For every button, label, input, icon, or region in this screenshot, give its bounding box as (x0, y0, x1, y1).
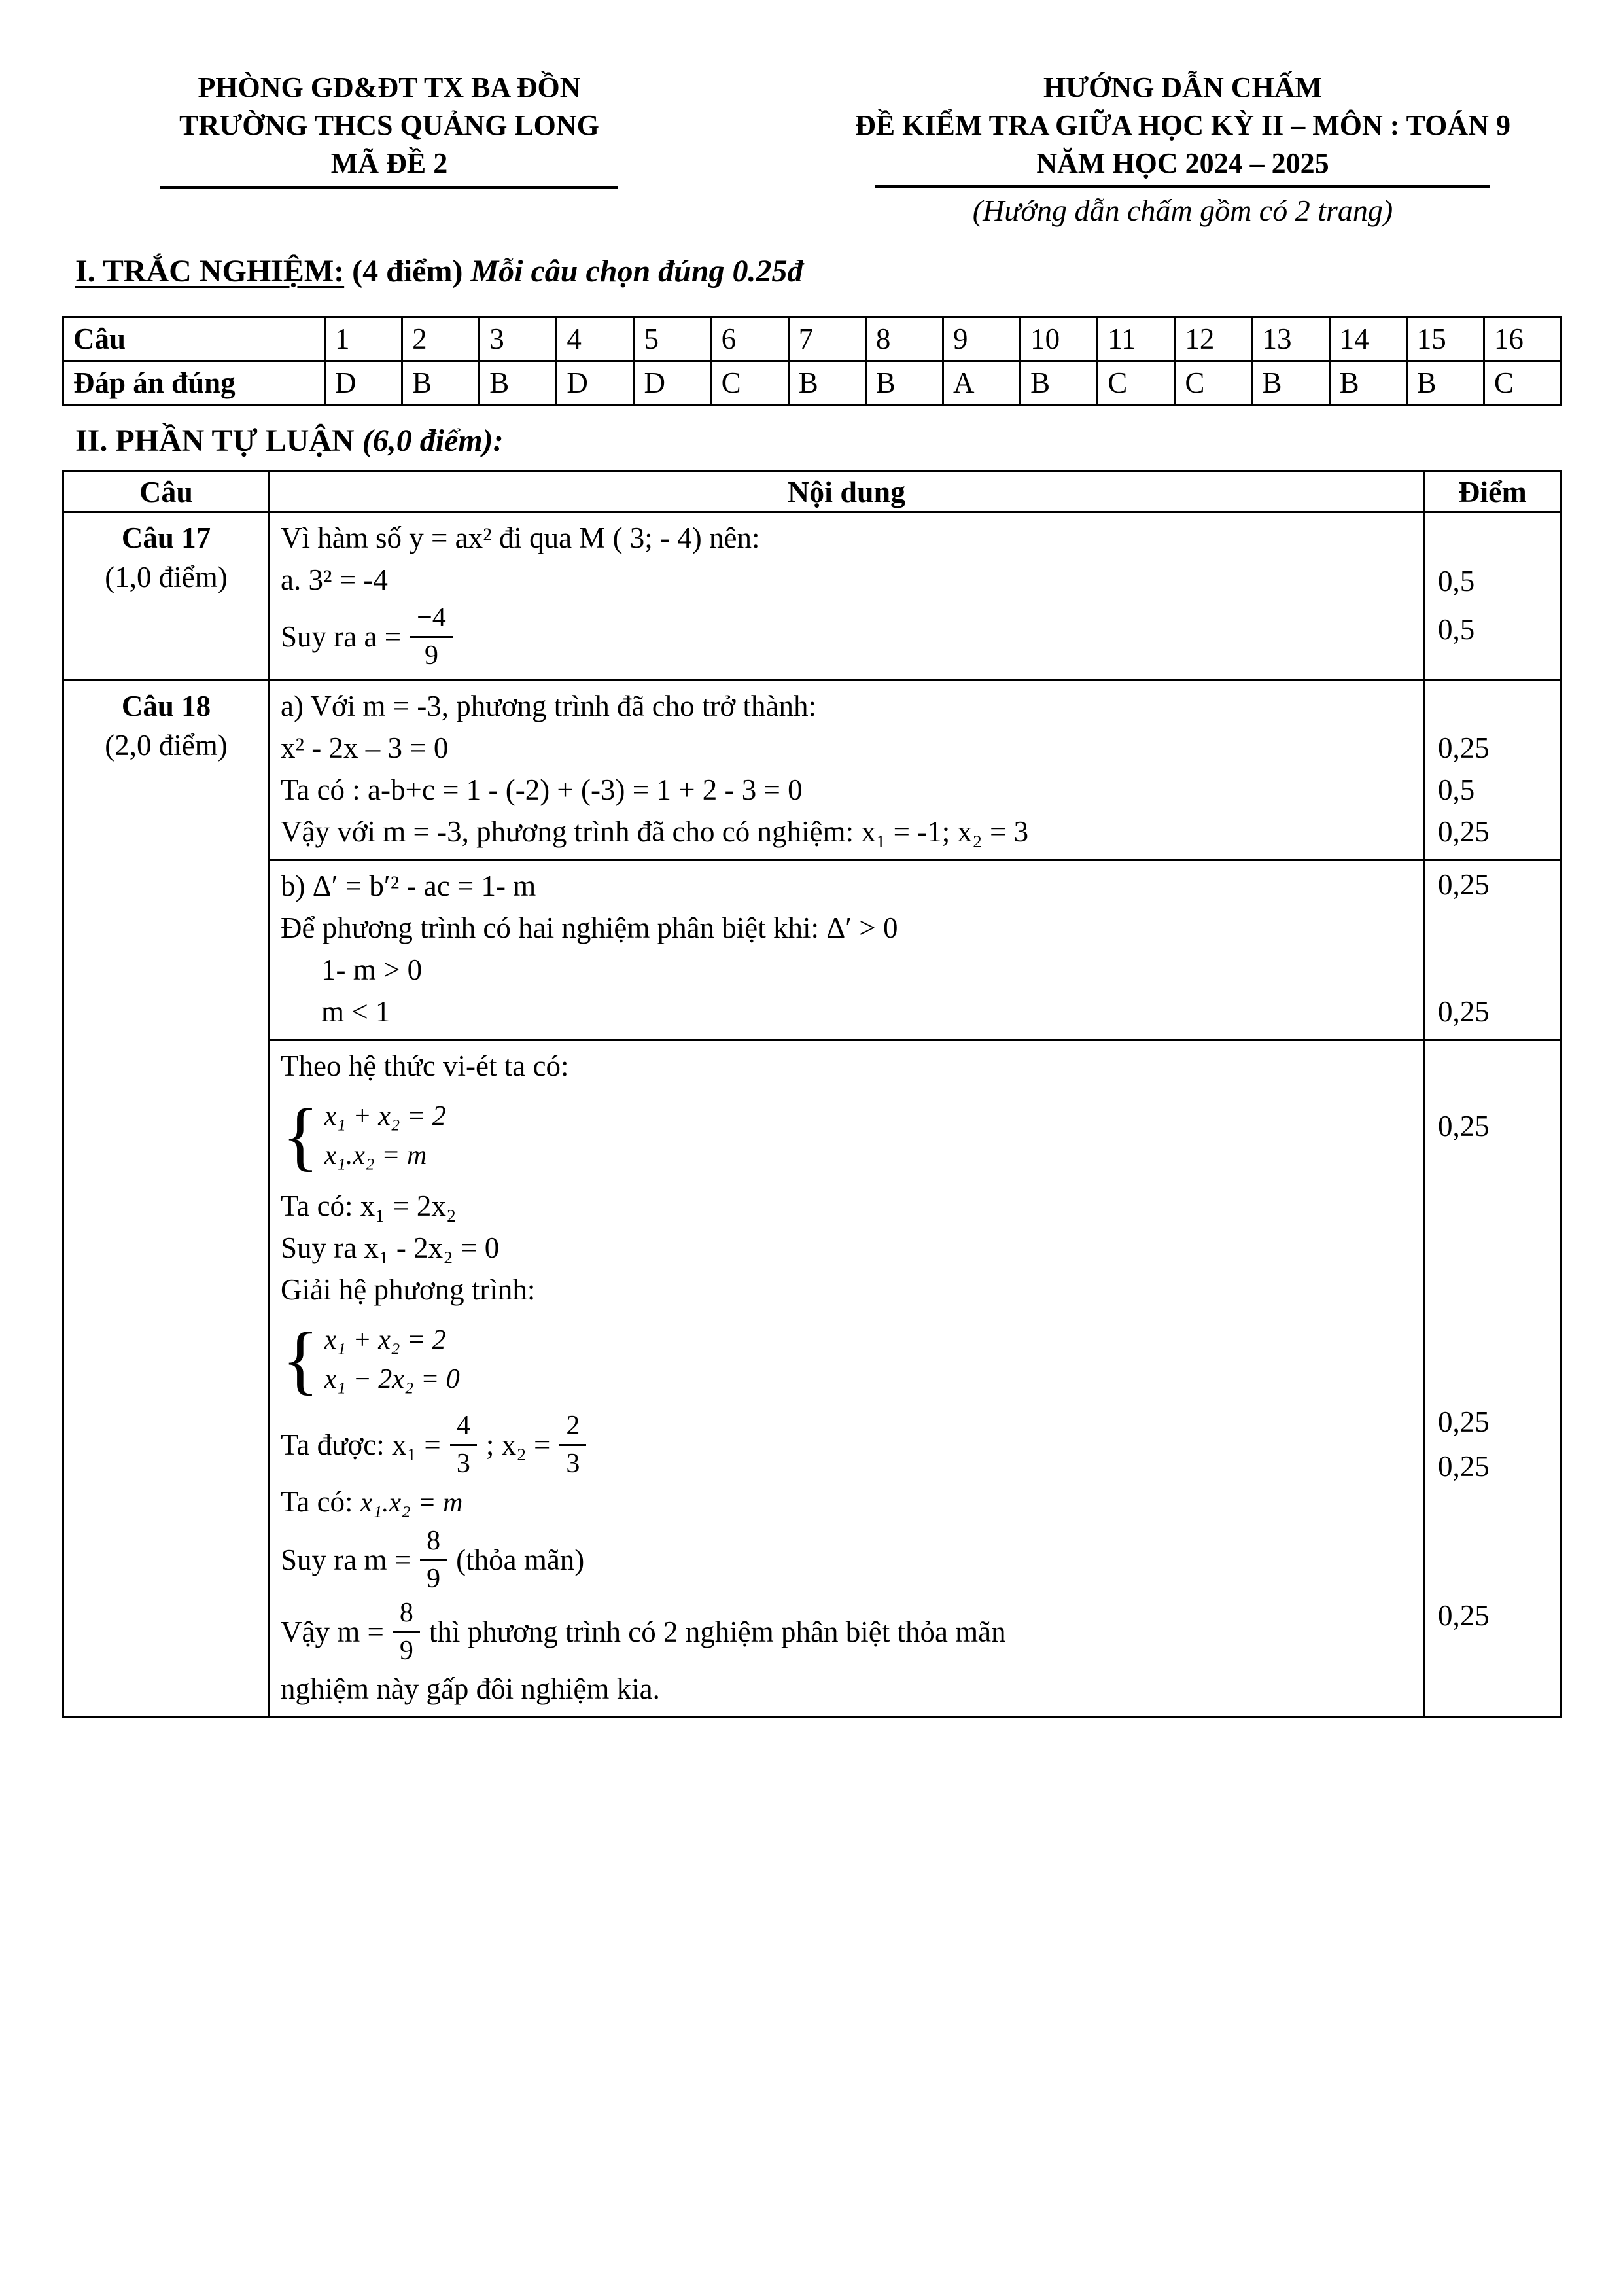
line8-suffix: thì phương trình có 2 nghiệm phân biệt thỏa mãn (428, 1616, 1006, 1648)
point-value: 0,25 (1438, 1599, 1490, 1632)
pages-note: (Hướng dẫn chấm gồm có 2 trang) (972, 194, 1393, 227)
cau18a-points-cell (1424, 680, 1562, 860)
system1-equations (324, 1100, 446, 1173)
mc-answer-cell: B (480, 361, 557, 405)
mc-answer-cell: B (1329, 361, 1406, 405)
cau18b2-line9: nghiệm này gấp đôi nghiệm kia. (281, 1672, 660, 1705)
fraction-denominator: 3 (456, 1448, 470, 1479)
mc-answer-cell: C (1175, 361, 1252, 405)
essay-row-cau18b2 (63, 1040, 1562, 1718)
header-left (141, 69, 638, 189)
point-value: 0,25 (1438, 1405, 1490, 1438)
page-header (62, 69, 1562, 230)
section2-title: II. PHẦN TỰ LUẬN (75, 423, 355, 458)
fraction-denominator: 3 (566, 1448, 580, 1479)
cau17-line3 (281, 601, 1414, 673)
cau17-label: Câu 17 (121, 521, 211, 554)
mc-number-cell: 7 (788, 317, 865, 361)
fraction-numerator: 8 (393, 1597, 420, 1633)
exam-title: ĐỀ KIỂM TRA GIỮA HỌC KỲ II – MÔN : TOÁN 9 (855, 109, 1510, 141)
cau18b1-content-cell (270, 860, 1424, 1040)
cau17-line3-prefix: Suy ra a = (281, 620, 402, 653)
fraction-denominator: 9 (427, 1563, 441, 1594)
fraction-numerator: 2 (559, 1409, 586, 1445)
cau18b2-line4: Giải hệ phương trình: (281, 1273, 536, 1306)
equation-system-1 (282, 1092, 1414, 1180)
mc-answer-row (63, 361, 1562, 405)
cau18a-content-cell (270, 680, 1424, 860)
mc-number-cell: 6 (711, 317, 788, 361)
system2-equations (324, 1324, 460, 1396)
mc-answer-cell: D (557, 361, 634, 405)
line6-prefix: Ta có: (281, 1485, 353, 1518)
line5-prefix: Ta được: x₁ = (281, 1428, 441, 1461)
cau18b2-line7 (281, 1524, 1414, 1596)
mc-number-cell: 13 (1252, 317, 1329, 361)
school-name: TRƯỜNG THCS QUẢNG LONG (179, 109, 599, 141)
mc-number-cell: 16 (1484, 317, 1561, 361)
mc-answer-cell: C (1484, 361, 1561, 405)
header-right (803, 69, 1562, 230)
mc-answer-cell: B (788, 361, 865, 405)
mc-answer-cell: B (1021, 361, 1098, 405)
point-value: 0,25 (1438, 1450, 1490, 1483)
point-value: 0,5 (1438, 773, 1475, 806)
fraction-denominator: 9 (424, 640, 438, 671)
header-right-rule (875, 185, 1490, 188)
cau17-line1: Vì hàm số y = ax² đi qua M ( 3; - 4) nên: (281, 521, 760, 554)
section1-heading (75, 252, 1562, 291)
fraction (393, 1597, 420, 1667)
mc-number-row (63, 317, 1562, 361)
system2-eq2: x₁ − 2x₂ = 0 (324, 1364, 460, 1394)
cau17-label-cell (63, 512, 270, 680)
cau18b2-line6 (281, 1481, 1414, 1524)
mc-number-cell: 1 (325, 317, 402, 361)
exam-code: MÃ ĐỀ 2 (330, 147, 448, 179)
essay-row-cau18b1 (63, 860, 1562, 1040)
point-value: 0,25 (1438, 732, 1490, 764)
cau18b2-line3: Suy ra x₁ - 2x₂ = 0 (281, 1231, 500, 1264)
cau18a-line4: Vậy với m = -3, phương trình đã cho có nghiệm: x₁ = -1; x₂ = 3 (281, 815, 1029, 848)
school-year: NĂM HỌC 2024 – 2025 (1036, 147, 1329, 179)
cau18b2-line5 (281, 1409, 1414, 1481)
mc-row-label: Câu (63, 317, 325, 361)
mc-number-cell: 12 (1175, 317, 1252, 361)
section1-title: I. TRẮC NGHIỆM: (75, 254, 345, 289)
cau18b1-points-cell (1424, 860, 1562, 1040)
fraction-numerator: 8 (420, 1525, 447, 1561)
point-value: 0,5 (1438, 613, 1475, 646)
line8-prefix: Vậy m = (281, 1616, 384, 1648)
mc-number-cell: 14 (1329, 317, 1406, 361)
cau18b1-line3: 1- m > 0 (321, 953, 423, 986)
header-left-rule (160, 186, 618, 189)
mc-number-cell: 10 (1021, 317, 1098, 361)
system1-eq1: x₁ + x₂ = 2 (324, 1101, 446, 1131)
mc-number-cell: 4 (557, 317, 634, 361)
section2-points: (6,0 điểm): (362, 423, 504, 458)
mc-number-cell: 5 (634, 317, 711, 361)
mc-answer-cell: B (865, 361, 943, 405)
cau18a-line2: x² - 2x – 3 = 0 (281, 732, 449, 764)
point-value: 0,5 (1438, 565, 1475, 597)
essay-header-diem: Điểm (1424, 471, 1562, 512)
mc-answer-cell: B (1252, 361, 1329, 405)
brace-icon: { (282, 1093, 319, 1178)
cau18b2-line1: Theo hệ thức vi-ét ta có: (281, 1050, 569, 1082)
point-value: 0,25 (1438, 1110, 1490, 1142)
mc-answer-cell: C (711, 361, 788, 405)
point-value: 0,25 (1438, 815, 1490, 848)
essay-row-cau17 (63, 512, 1562, 680)
cau18-label: Câu 18 (121, 690, 211, 722)
cau17-line2: a. 3² = -4 (281, 563, 388, 596)
mc-number-cell: 8 (865, 317, 943, 361)
essay-header-row (63, 471, 1562, 512)
fraction (420, 1525, 447, 1595)
cau18b1-line2: Để phương trình có hai nghiệm phân biệt khi: Δ′ > 0 (281, 911, 898, 944)
cau18-label-cell (63, 680, 270, 1718)
fraction (559, 1409, 586, 1480)
essay-table (62, 470, 1562, 1718)
department-name: PHÒNG GD&ĐT TX BA ĐỒN (198, 71, 581, 103)
mc-answer-cell: B (402, 361, 480, 405)
mc-number-cell: 9 (943, 317, 1021, 361)
doc-title: HƯỚNG DẪN CHẤM (1043, 71, 1323, 103)
point-value: 0,25 (1438, 868, 1490, 901)
line5-mid: ; x₂ = (485, 1428, 551, 1461)
cau18b2-line2: Ta có: x₁ = 2x₂ (281, 1190, 457, 1222)
section1-points: (4 điểm) (352, 254, 463, 289)
cau18b2-line8 (281, 1596, 1414, 1668)
cau18b2-points-cell (1424, 1040, 1562, 1718)
line6-math: x₁.x₂ = m (360, 1488, 463, 1518)
mc-answer-cell: C (1098, 361, 1175, 405)
cau17-content-cell (270, 512, 1424, 680)
line7-suffix: (thỏa mãn) (456, 1544, 585, 1576)
fraction-denominator: 9 (399, 1635, 413, 1666)
fraction (410, 601, 453, 672)
cau18b1-line4: m < 1 (321, 995, 391, 1028)
section1-note: Mỗi câu chọn đúng 0.25đ (470, 254, 803, 289)
essay-header-cau: Câu (63, 471, 270, 512)
cau18b2-content-cell (270, 1040, 1424, 1718)
line7-prefix: Suy ra m = (281, 1544, 411, 1576)
cau17-points-label: (1,0 điểm) (105, 561, 228, 593)
mc-number-cell: 15 (1406, 317, 1484, 361)
cau18a-line1: a) Với m = -3, phương trình đã cho trở thành: (281, 690, 816, 722)
essay-header-noidung: Nội dung (270, 471, 1424, 512)
mc-answer-cell: B (1406, 361, 1484, 405)
equation-system-2 (282, 1316, 1414, 1404)
fraction (450, 1409, 477, 1480)
cau17-points-cell (1424, 512, 1562, 680)
system1-eq2: x₁.x₂ = m (324, 1140, 427, 1171)
mc-answer-row-label: Đáp án đúng (63, 361, 325, 405)
fraction-numerator: −4 (410, 601, 453, 637)
mc-answer-cell: D (634, 361, 711, 405)
brace-icon: { (282, 1316, 319, 1402)
mc-answer-cell: A (943, 361, 1021, 405)
system2-eq1: x₁ + x₂ = 2 (324, 1324, 446, 1355)
cau18-points-label: (2,0 điểm) (105, 729, 228, 762)
cau18b1-line1: b) Δ′ = b′² - ac = 1- m (281, 870, 536, 902)
fraction-numerator: 4 (450, 1409, 477, 1445)
section2-heading (75, 421, 1562, 461)
mc-number-cell: 3 (480, 317, 557, 361)
mc-answer-cell: D (325, 361, 402, 405)
cau18a-line3: Ta có : a-b+c = 1 - (-2) + (-3) = 1 + 2 - 3 = 0 (281, 773, 803, 806)
mc-number-cell: 11 (1098, 317, 1175, 361)
mc-answer-table (62, 316, 1562, 406)
mc-number-cell: 2 (402, 317, 480, 361)
point-value: 0,25 (1438, 995, 1490, 1028)
essay-row-cau18a (63, 680, 1562, 860)
